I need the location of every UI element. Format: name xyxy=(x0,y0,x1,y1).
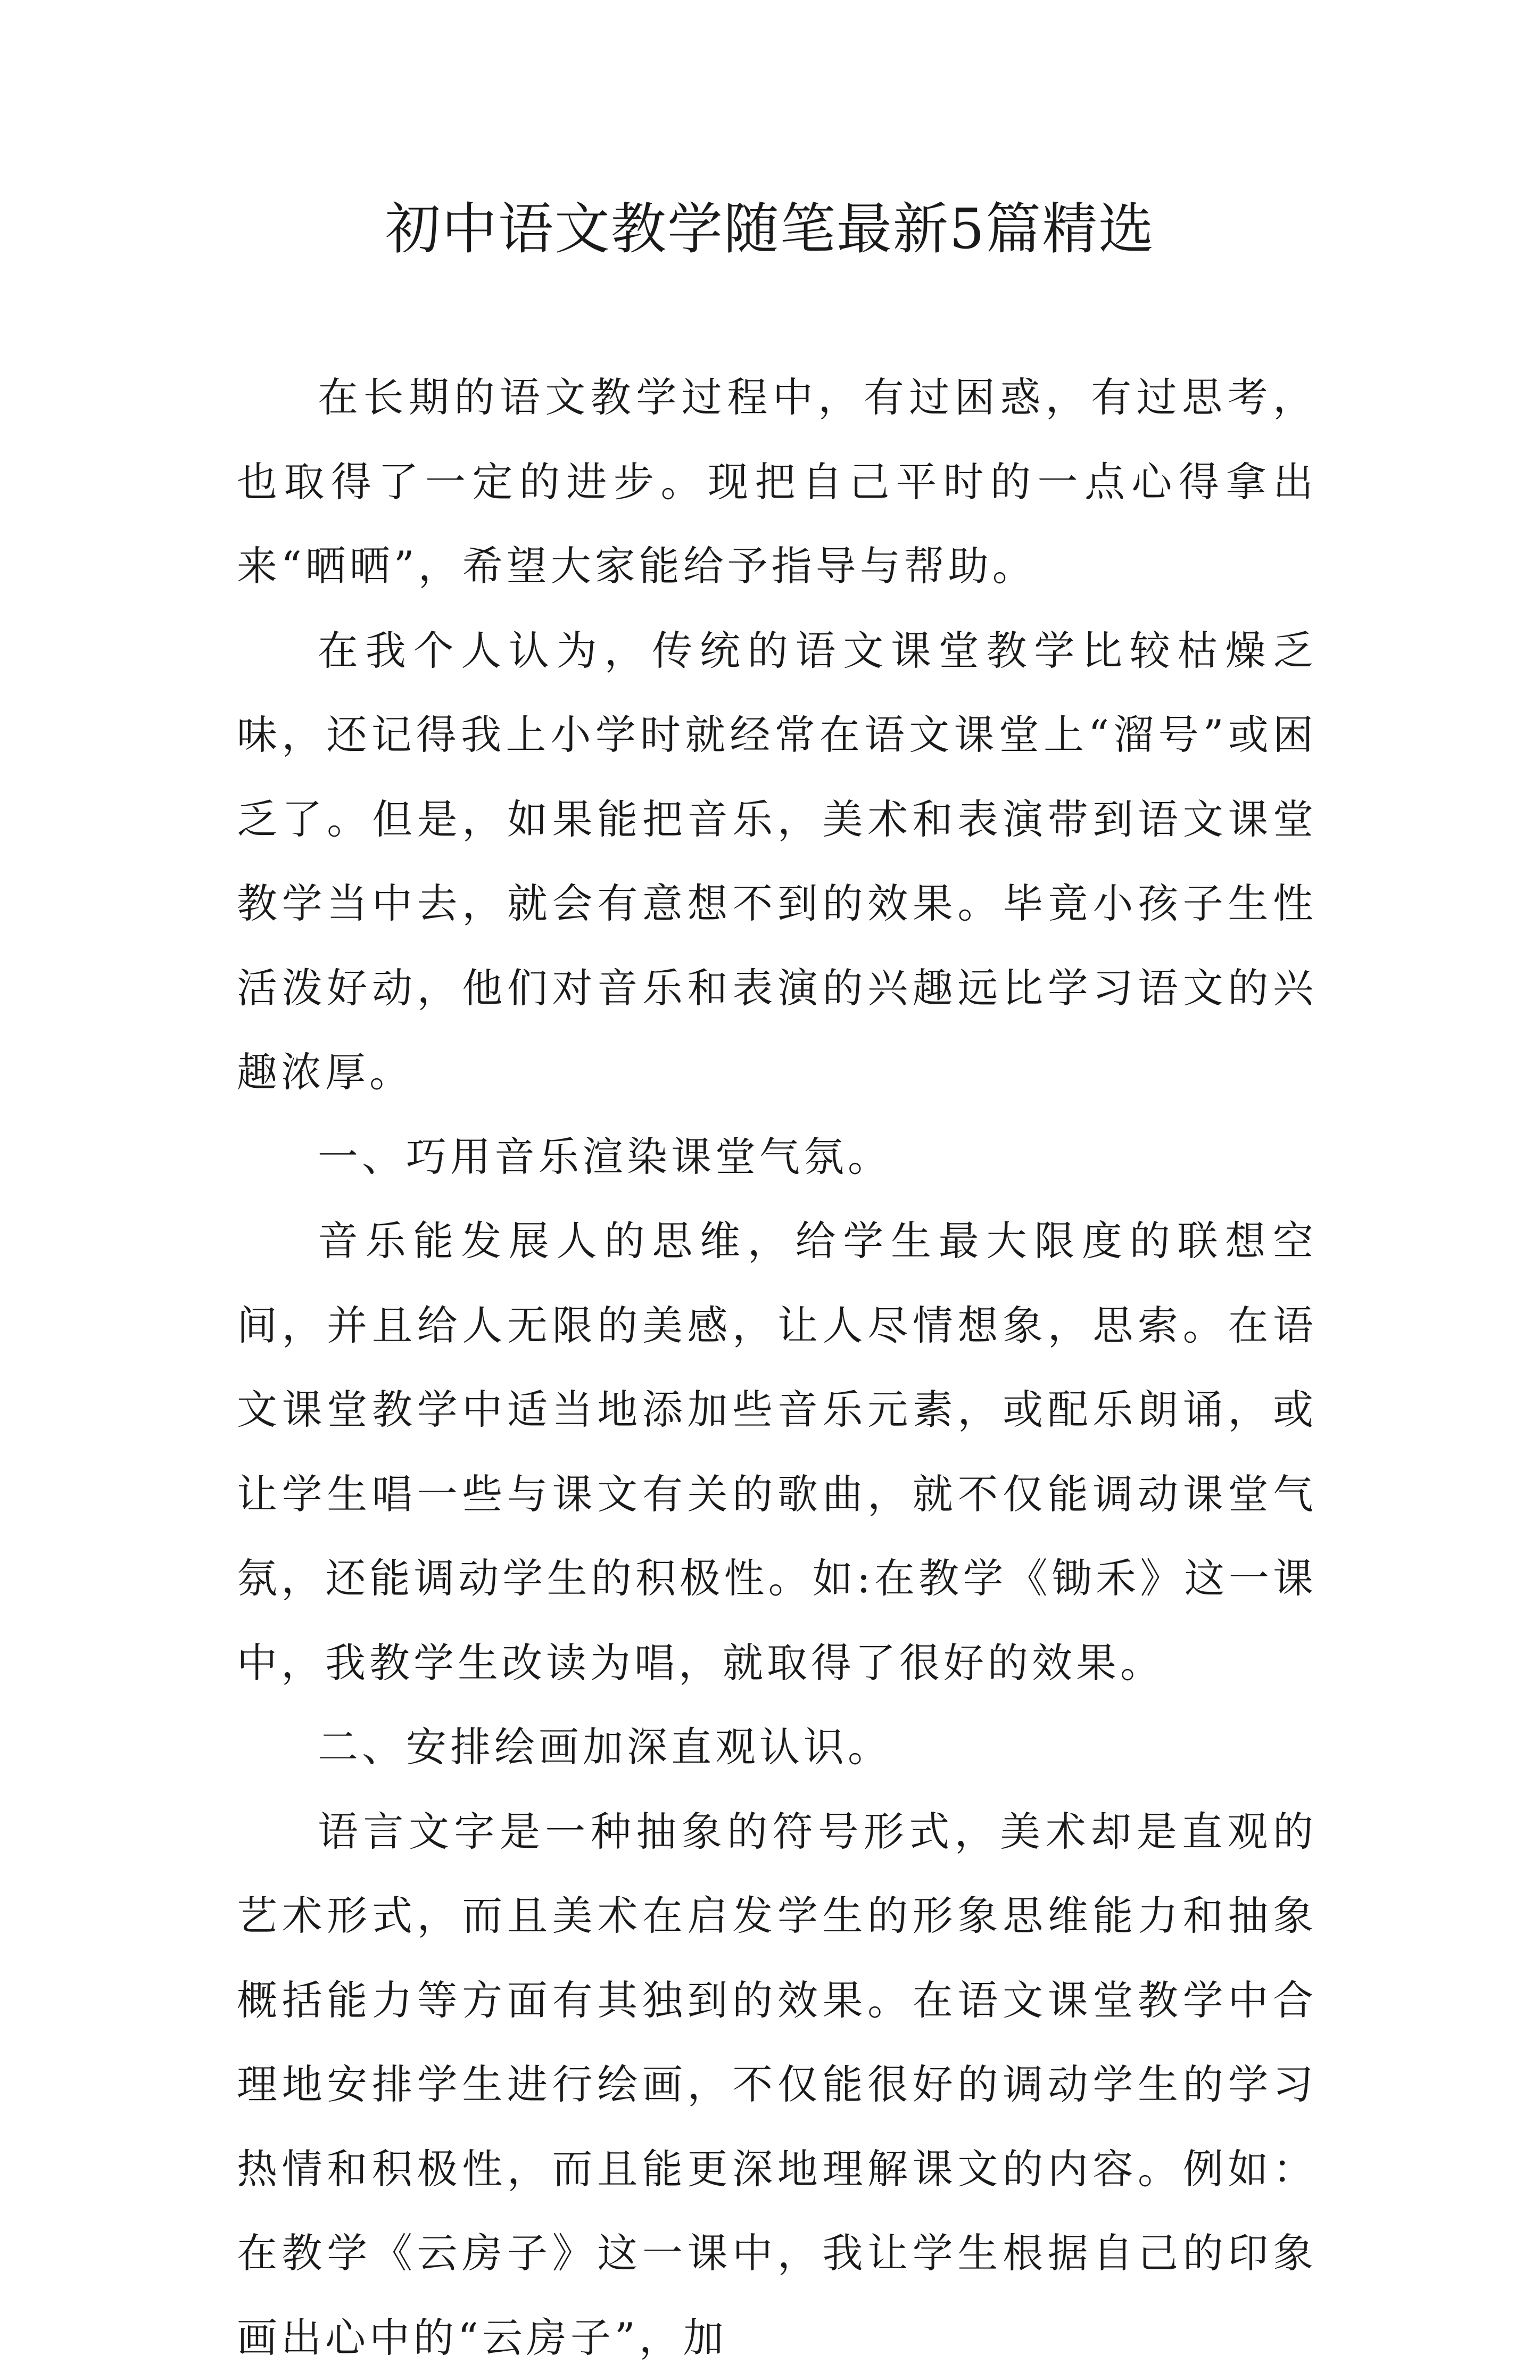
page-title: 初中语文教学随笔最新5篇精选 xyxy=(0,189,1540,269)
paragraph-drawing: 语言文字是一种抽象的符号形式，美术却是直观的艺术形式，而且美术在启发学生的形象思维能力和抽象概括能力等方面有其独到的效果。在语文课堂教学中合理地安排学生进行绘画，不仅能很好的调动学生的学习热情和积极性，而且能更深地理解课文的内容。例如：在教学《云房子》这一课中，我让学生根据自己的印象画出心中的“云房子”，加 xyxy=(237,1790,1317,2380)
section-heading-music: 一、巧用音乐渲染课堂气氛。 xyxy=(237,1115,1317,1200)
section-heading-drawing: 二、安排绘画加深直观认识。 xyxy=(237,1705,1317,1790)
document-body xyxy=(237,356,1317,2380)
paragraph-opinion: 在我个人认为，传统的语文课堂教学比较枯燥乏味，还记得我上小学时就经常在语文课堂上“溜号”或困乏了。但是，如果能把音乐，美术和表演带到语文课堂教学当中去，就会有意想不到的效果。毕竟小孩子生性活泼好动，他们对音乐和表演的兴趣远比学习语文的兴趣浓厚。 xyxy=(237,609,1317,1115)
paragraph-music: 音乐能发展人的思维，给学生最大限度的联想空间，并且给人无限的美感，让人尽情想象，思索。在语文课堂教学中适当地添加些音乐元素，或配乐朗诵，或让学生唱一些与课文有关的歌曲，就不仅能调动课堂气氛，还能调动学生的积极性。如:在教学《锄禾》这一课中，我教学生改读为唱，就取得了很好的效果。 xyxy=(237,1199,1317,1705)
paragraph-intro: 在长期的语文教学过程中，有过困惑，有过思考，也取得了一定的进步。现把自己平时的一点心得拿出来“晒晒”，希望大家能给予指导与帮助。 xyxy=(237,356,1317,609)
